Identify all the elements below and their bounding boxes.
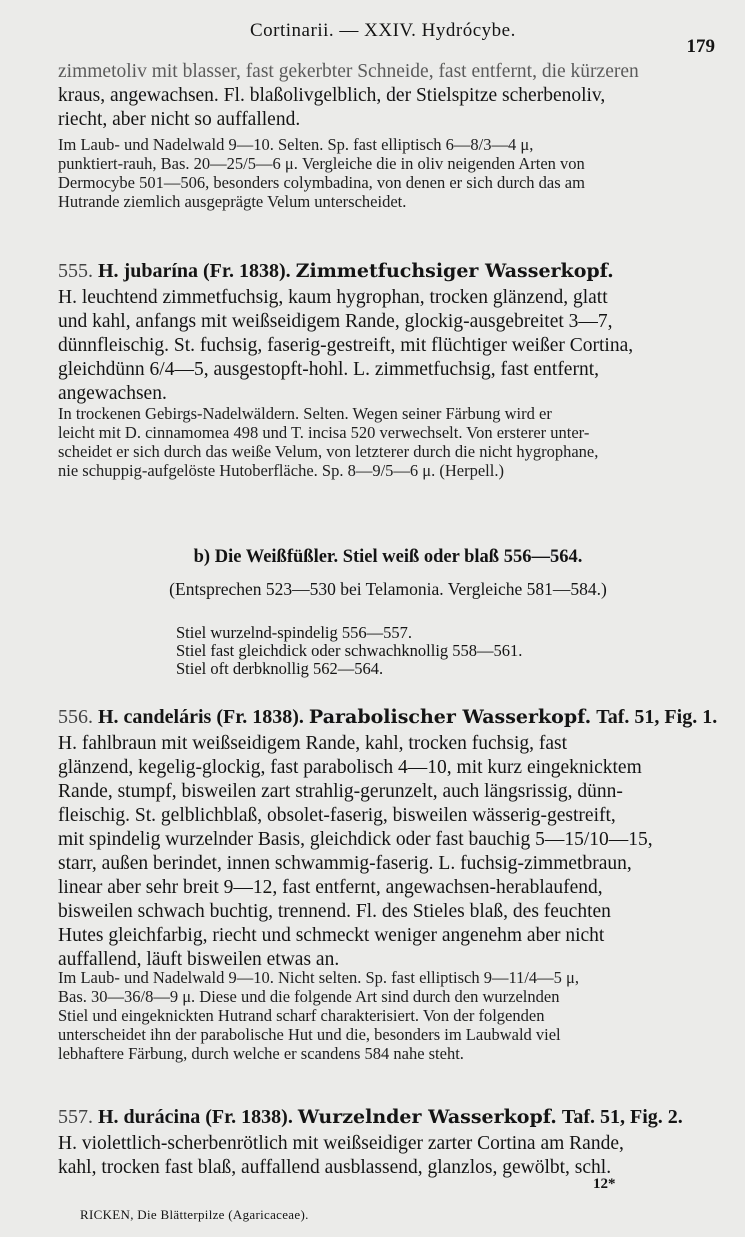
common-name: Wurzelnder Wasserkopf.: [297, 1106, 557, 1128]
common-name: Zimmetfuchsiger Wasserkopf.: [295, 260, 614, 282]
note-line: Im Laub- und Nadelwald 9—10. Selten. Sp. fast elliptisch 6—8/3—4 μ,: [58, 135, 534, 154]
text-line: bisweilen schwach buchtig, trennend. Fl. des Stieles blaß, des feuchten: [58, 901, 611, 922]
note-line: Stiel und eingeknickten Hutrand scharf charakterisiert. Von der folgenden: [58, 1006, 545, 1025]
entry-556-heading: [58, 704, 718, 730]
key-line: Stiel wurzelnd-spindelig 556—557.: [176, 624, 413, 642]
text-line: glänzend, kegelig-glockig, fast parabolisch 4—10, mit kurz eingeknicktem: [58, 757, 642, 778]
entry-number: 555.: [58, 260, 93, 282]
stem-key: [176, 624, 522, 678]
continuation-paragraph: [58, 60, 718, 132]
text-line: kahl, trocken fast blaß, auffallend ausblassend, glanzlos, gewölbt, schl.: [58, 1157, 612, 1178]
entry-555-notes: [58, 404, 718, 480]
text-line: mit spindelig wurzelnder Basis, gleichdick oder fast bauchig 5—15/10—15,: [58, 829, 653, 850]
text-line: gleichdünn 6/4—5, ausgestopft-hohl. L. zimmetfuchsig, fast entfernt,: [58, 359, 600, 380]
note-line: unterscheidet ihn der parabolische Hut und die, besonders im Laubwald viel: [58, 1025, 561, 1044]
entry-555-heading: [58, 258, 718, 284]
key-line: Stiel fast gleichdick oder schwachknollig 558—561.: [176, 642, 523, 660]
entry-556-description: [58, 732, 718, 972]
entry-number: 557.: [58, 1106, 93, 1128]
entry-556-notes: [58, 968, 718, 1063]
common-name: Parabolischer Wasserkopf.: [308, 706, 592, 728]
note-line: nie schuppig-aufgelöste Hutoberfläche. Sp. 8—9/5—6 μ. (Herpell.): [58, 461, 504, 480]
page-number: 179: [686, 36, 715, 57]
running-head: Cortinarii. — XXIV. Hydrócybe.: [250, 20, 516, 41]
text-line: zimmetoliv mit blasser, fast gekerbter Schneide, fast entfernt, die kürzeren: [58, 61, 639, 82]
species-name: H. candeláris (Fr. 1838).: [98, 706, 304, 728]
entry-number: 556.: [58, 706, 93, 728]
text-line: H. violettlich-scherbenrötlich mit weißseidiger zarter Cortina am Rande,: [58, 1133, 624, 1154]
text-line: auffallend, läuft bisweilen etwas an.: [58, 949, 340, 970]
note-line: leicht mit D. cinnamomea 498 und T. incisa 520 verwechselt. Von ersterer unter-: [58, 423, 590, 442]
entry-557-description: [58, 1132, 718, 1180]
note-line: Im Laub- und Nadelwald 9—10. Nicht selten. Sp. fast elliptisch 9—11/4—5 μ,: [58, 968, 580, 987]
species-name: H. jubarína (Fr. 1838).: [98, 260, 291, 282]
plate-reference: Taf. 51, Fig. 2.: [561, 1106, 683, 1128]
text-line: riecht, aber nicht so auffallend.: [58, 109, 301, 130]
note-line: Dermocybe 501—506, besonders colymbadina, von denen er sich durch das am: [58, 173, 585, 192]
text-line: fleischig. St. gelblichblaß, obsolet-faserig, bisweilen wässerig-gestreift,: [58, 805, 616, 826]
text-line: dünnfleischig. St. fuchsig, faserig-gestreift, mit flüchtiger weißer Cortina,: [58, 335, 634, 356]
text-line: angewachsen.: [58, 383, 167, 404]
page-footer: RICKEN, Die Blätterpilze (Agaricaceae).: [80, 1207, 309, 1222]
note-line: punktiert-rauh, Bas. 20—25/5—6 μ. Vergleiche die in oliv neigenden Arten von: [58, 154, 585, 173]
continuation-notes: [58, 135, 718, 211]
plate-reference: Taf. 51, Fig. 1.: [596, 706, 718, 728]
note-line: Bas. 30—36/8—9 μ. Diese und die folgende Art sind durch den wurzelnden: [58, 987, 560, 1006]
text-line: und kahl, anfangs mit weißseidigem Rande, glockig-ausgebreitet 3—7,: [58, 311, 613, 332]
signature-mark: 12*: [593, 1176, 616, 1192]
text-line: Hutes gleichfarbig, riecht und schmeckt weniger angenehm aber nicht: [58, 925, 605, 946]
text-line: Rande, stumpf, bisweilen zart strahlig-gerunzelt, auch längsrissig, dünn-: [58, 781, 623, 802]
note-line: lebhaftere Färbung, durch welche er scandens 584 nahe steht.: [58, 1044, 464, 1063]
text-line: H. fahlbraun mit weißseidigem Rande, kahl, trocken fuchsig, fast: [58, 733, 568, 754]
species-name: H. durácina (Fr. 1838).: [98, 1106, 293, 1128]
text-line: H. leuchtend zimmetfuchsig, kaum hygrophan, trocken glänzend, glatt: [58, 287, 608, 308]
section-title: b) Die Weißfüßler. Stiel weiß oder blaß 556—564.: [193, 547, 583, 567]
note-line: scheidet er sich durch das weiße Velum, von letzterer durch die nicht hygrophane,: [58, 442, 599, 461]
text-line: linear aber sehr breit 9—12, fast entfernt, angewachsen-herablaufend,: [58, 877, 603, 898]
text-line: starr, außen berindet, innen schwammig-faserig. L. fuchsig-zimmetbraun,: [58, 853, 632, 874]
page-header: [0, 20, 745, 57]
note-line: In trockenen Gebirgs-Nadelwäldern. Selten. Wegen seiner Färbung wird er: [58, 404, 552, 423]
entry-555-description: [58, 286, 718, 406]
key-line: Stiel oft derbknollig 562—564.: [176, 660, 384, 678]
entry-557-heading: [58, 1104, 718, 1130]
text-line: kraus, angewachsen. Fl. blaßolivgelblich, der Stielspitze scherbenoliv,: [58, 85, 606, 106]
note-line: Hutrande ziemlich ausgeprägte Velum unterscheidet.: [58, 192, 407, 211]
section-subtitle: (Entsprechen 523—530 bei Telamonia. Vergleiche 581—584.): [169, 579, 607, 599]
